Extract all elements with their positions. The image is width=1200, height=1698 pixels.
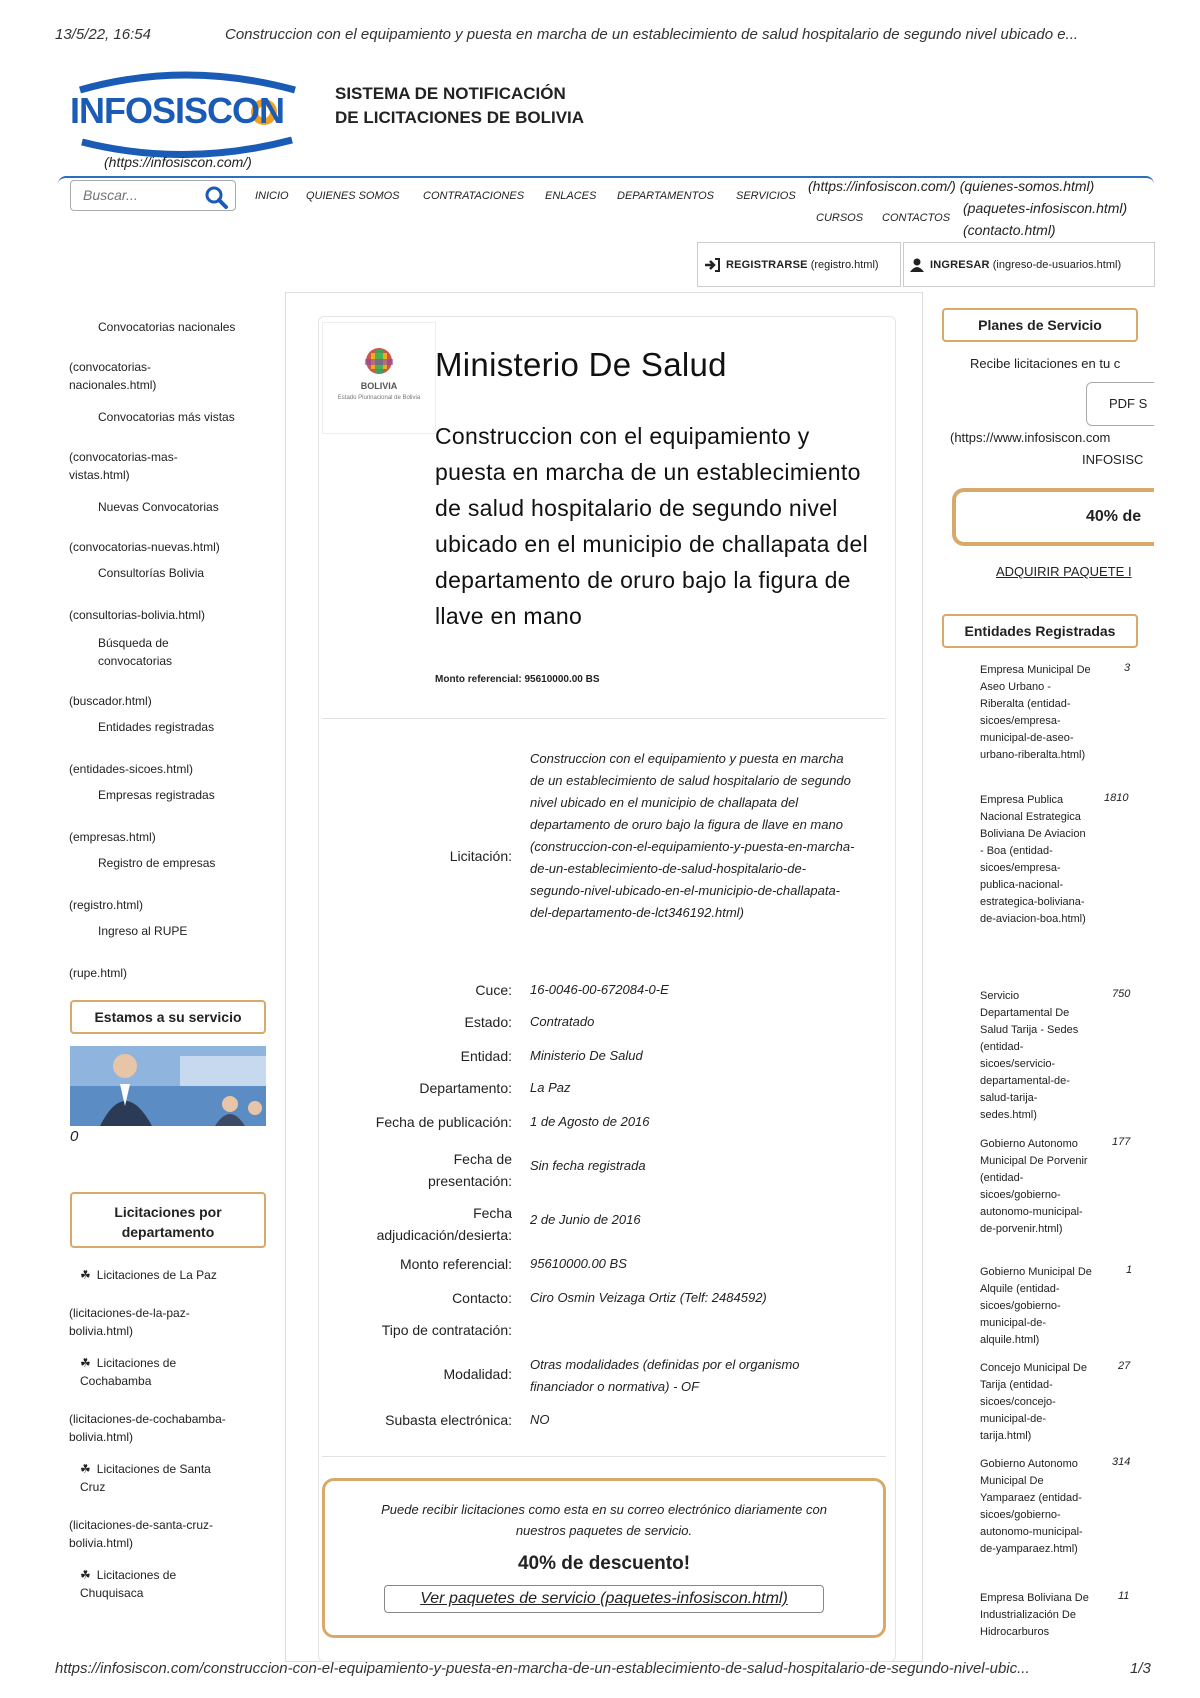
left-url[interactable]: (registro.html) xyxy=(69,898,144,912)
left-link-entidades[interactable]: Entidades registradas xyxy=(98,720,215,734)
entity-logo-sub: Estado Plurinacional de Bolivia xyxy=(337,395,421,401)
detail-value: 16-0046-00-672084-0-E xyxy=(530,982,669,997)
left-url[interactable]: (buscador.html) xyxy=(69,694,152,708)
left-url[interactable]: (licitaciones-de-santa-cruz-bolivia.html) xyxy=(69,1518,214,1550)
entidad-link[interactable]: Gobierno Autonomo Municipal De Yamparaez (entidad-sicoes/gobierno-autonomo-municipal-de-yamparaez.html) xyxy=(980,1458,1083,1555)
planes-title: Planes de Servicio xyxy=(942,308,1138,342)
detail-label: Tipo de contratación: xyxy=(381,1322,512,1338)
left-link-busqueda[interactable]: Búsqueda de convocatorias xyxy=(98,636,173,668)
nav-url-3[interactable]: (contacto.html) xyxy=(963,222,1056,238)
entidad-count: 27 xyxy=(1118,1360,1131,1372)
nav-contactos[interactable]: CONTACTOS xyxy=(882,212,951,224)
entidad-count: 177 xyxy=(1112,1136,1131,1148)
depto-link-cochabamba[interactable] xyxy=(80,1354,230,1390)
entidad-count: 3 xyxy=(1124,662,1131,674)
left-url[interactable]: (convocatorias-nuevas.html) xyxy=(69,540,220,554)
sign-in-icon xyxy=(704,258,720,272)
pdf-url[interactable]: (https://www.infosiscon.com xyxy=(950,430,1111,445)
entity-logo-text: BOLIVIA xyxy=(360,381,398,391)
detail-licitacion-link[interactable]: Construccion con el equipamiento y puesta en marcha de un establecimiento de salud hospitalario de segundo nivel ubicado en el municipio de challapata del departamento de oruro bajo la figura de llave en mano (construccion-con-el-equipamiento-y-puesta-en-marcha-de-un-establecimiento-de-salud-hospitalario-de-segundo-nivel-ubicado-en-el-municipio-de-challapata-del-departamento-de-lct346192.html) xyxy=(530,751,855,920)
depto-label: Licitaciones de Cochabamba xyxy=(80,1356,177,1388)
entidad-link[interactable]: Empresa Publica Nacional Estrategica Boliviana De Aviacion - Boa (entidad-sicoes/empresa-publica-nacional-estrategica-boliviana-de-aviacion-boa.html) xyxy=(980,794,1086,925)
servicio-image xyxy=(70,1046,266,1126)
depto-title: Licitaciones por departamento xyxy=(70,1192,266,1248)
promo-text: Puede recibir licitaciones como esta en su correo electrónico diariamente con nuestros paquetes de servicio. xyxy=(381,1502,827,1538)
left-url[interactable]: (licitaciones-de-la-paz-bolivia.html) xyxy=(69,1306,190,1338)
entidades-title: Entidades Registradas xyxy=(942,614,1138,648)
promo-box xyxy=(322,1478,886,1638)
nav-contrataciones[interactable]: CONTRATACIONES xyxy=(423,190,525,202)
site-logo[interactable] xyxy=(60,68,310,158)
servicio-caption: 0 xyxy=(70,1128,79,1145)
left-link-empresas[interactable]: Empresas registradas xyxy=(98,788,215,802)
nav-departamentos[interactable]: DEPARTAMENTOS xyxy=(617,190,714,202)
entidad-link[interactable]: Gobierno Municipal De Alquile (entidad-sicoes/gobierno-municipal-de-alquile.html) xyxy=(980,1266,1092,1346)
site-title-line2: DE LICITACIONES DE BOLIVIA xyxy=(335,108,585,127)
detail-value: 2 de Junio de 2016 xyxy=(530,1212,641,1227)
detail-label: Departamento: xyxy=(419,1080,512,1096)
entidad-count: 11 xyxy=(1118,1590,1130,1602)
detail-label: Fecha de presentación: xyxy=(427,1151,512,1189)
left-link-convocatorias-mas-vistas[interactable]: Convocatorias más vistas xyxy=(98,410,235,424)
pin-icon: ☘ xyxy=(80,1568,91,1582)
search-box xyxy=(70,180,236,211)
left-link-consultorias[interactable]: Consultorías Bolivia xyxy=(98,566,205,580)
entidad-count: 1810 xyxy=(1104,792,1129,804)
logo-url[interactable]: (https://infosiscon.com/) xyxy=(104,154,252,170)
login-button[interactable] xyxy=(903,242,1155,287)
detail-label: Licitación: xyxy=(449,848,512,864)
detail-value: Ciro Osmin Veizaga Ortiz (Telf: 2484592) xyxy=(530,1290,767,1305)
pin-icon: ☘ xyxy=(80,1356,91,1370)
print-datetime: 13/5/22, 16:54 xyxy=(55,26,151,43)
detail-value: 95610000.00 BS xyxy=(530,1256,627,1271)
entidad-link[interactable]: Empresa Boliviana De Industrialización De Hidrocarburos xyxy=(980,1592,1089,1638)
nav-url-2[interactable]: (paquetes-infosiscon.html) xyxy=(963,200,1128,216)
register-label: REGISTRARSE xyxy=(726,258,808,271)
entidad-count: 314 xyxy=(1112,1456,1131,1468)
entidad-link[interactable]: Concejo Municipal De Tarija (entidad-sicoes/concejo-municipal-de-tarija.html) xyxy=(980,1362,1087,1442)
detail-label: Contacto: xyxy=(452,1290,512,1306)
planes-text: Recibe licitaciones en tu c xyxy=(970,356,1121,371)
nav-inicio[interactable]: INICIO xyxy=(255,190,289,202)
print-title: Construccion con el equipamiento y puesta en marcha de un establecimiento de salud hospitalario de segundo nivel ubicado e... xyxy=(225,26,1079,43)
register-url: (registro.html) xyxy=(810,258,879,271)
detail-value: Contratado xyxy=(530,1014,595,1029)
detail-value: Ministerio De Salud xyxy=(530,1048,643,1063)
divider xyxy=(322,718,886,719)
user-icon xyxy=(910,258,924,272)
pdf-url-2[interactable]: INFOSISC xyxy=(1082,452,1144,467)
left-url[interactable]: (rupe.html) xyxy=(69,966,128,980)
left-url[interactable]: (entidades-sicoes.html) xyxy=(69,762,194,776)
pin-icon: ☘ xyxy=(80,1462,91,1476)
left-link-rupe[interactable]: Ingreso al RUPE xyxy=(98,924,188,938)
detail-label: Monto referencial: xyxy=(399,1256,512,1272)
detail-label: Fecha adjudicación/desierta: xyxy=(376,1205,512,1243)
licitacion-title: Construccion con el equipamiento y puesta en marcha de un establecimiento de salud hospitalario de segundo nivel ubicado en el municipio de challapata del departamento de oruro bajo la figura de llave en mano xyxy=(435,423,868,629)
adquirir-link[interactable]: ADQUIRIR PAQUETE I xyxy=(996,564,1132,579)
left-link-nuevas-convocatorias[interactable]: Nuevas Convocatorias xyxy=(98,500,219,514)
promo-discount: 40% de descuento! xyxy=(517,1553,691,1574)
depto-label: Licitaciones de La Paz xyxy=(96,1268,217,1282)
search-input[interactable] xyxy=(71,181,191,209)
business-person-image-icon xyxy=(70,1046,266,1126)
bolivia-emblem-icon xyxy=(323,323,435,433)
detail-label: Entidad: xyxy=(460,1048,512,1064)
depto-link-chuquisaca[interactable] xyxy=(80,1566,230,1602)
nav-servicios[interactable]: SERVICIOS xyxy=(736,190,796,202)
servicio-title: Estamos a su servicio xyxy=(70,1000,266,1034)
nav-url-1[interactable]: (https://infosiscon.com/) (quienes-somos.html) xyxy=(808,178,1095,194)
depto-label: Licitaciones de Chuquisaca xyxy=(80,1568,177,1600)
login-url: (ingreso-de-usuarios.html) xyxy=(992,258,1122,271)
entidad-link[interactable]: Empresa Municipal De Aseo Urbano - Riberalta (entidad-sicoes/empresa-municipal-de-aseo-urbano-riberalta.html) xyxy=(980,664,1091,761)
ver-paquetes-button[interactable]: Ver paquetes de servicio (paquetes-infosiscon.html) xyxy=(384,1585,824,1613)
entidad-link[interactable]: Gobierno Autonomo Municipal De Porvenir (entidad-sicoes/gobierno-autonomo-municipal-de-porvenir.html) xyxy=(980,1138,1088,1235)
site-title xyxy=(335,82,584,130)
left-url[interactable]: (consultorias-bolivia.html) xyxy=(69,608,206,622)
nav-enlaces[interactable]: ENLACES xyxy=(545,190,597,202)
search-icon[interactable] xyxy=(203,184,229,210)
depto-link-la-paz[interactable] xyxy=(80,1268,217,1282)
left-url[interactable]: (convocatorias-nacionales.html) xyxy=(69,360,157,392)
depto-link-santa-cruz[interactable] xyxy=(80,1460,230,1496)
left-link-registro[interactable]: Registro de empresas xyxy=(98,856,216,870)
login-label: INGRESAR xyxy=(930,258,990,271)
left-link-convocatorias-nacionales[interactable]: Convocatorias nacionales xyxy=(98,320,236,334)
detail-value: Otras modalidades (definidas por el organismo financiador o normativa) - OF xyxy=(530,1357,800,1394)
logo-text: INFOSISCON xyxy=(70,90,285,131)
pdf-button[interactable]: PDF S xyxy=(1086,382,1154,426)
detail-label: Cuce: xyxy=(475,982,512,998)
divider xyxy=(322,1456,886,1457)
detail-value: NO xyxy=(530,1412,550,1427)
left-url[interactable]: (empresas.html) xyxy=(69,830,156,844)
detail-value: La Paz xyxy=(530,1080,571,1095)
entidad-count: 750 xyxy=(1112,988,1131,1000)
detail-label: Modalidad: xyxy=(443,1366,512,1382)
nav-quienes-somos[interactable]: QUIENES SOMOS xyxy=(306,190,400,202)
entity-logo xyxy=(322,322,436,434)
detail-value: Sin fecha registrada xyxy=(530,1158,646,1173)
depto-label: Licitaciones de Santa Cruz xyxy=(80,1462,211,1494)
pin-icon: ☘ xyxy=(80,1268,91,1282)
site-title-line1: SISTEMA DE NOTIFICACIÓN xyxy=(335,84,566,103)
print-footer-url: https://infosiscon.com/construccion-con-el-equipamiento-y-puesta-en-marcha-de-un-establecimiento-de-salud-hospitalario-de-segundo-nivel-ubic... xyxy=(55,1660,1030,1677)
detail-value: 1 de Agosto de 2016 xyxy=(530,1114,650,1129)
detail-label: Estado: xyxy=(464,1014,512,1030)
left-url[interactable]: (convocatorias-mas-vistas.html) xyxy=(69,450,178,482)
print-footer-page: 1/3 xyxy=(1130,1660,1151,1677)
detail-label: Fecha de publicación: xyxy=(375,1114,512,1130)
monto-referencial-line: Monto referencial: 95610000.00 BS xyxy=(435,674,600,685)
entity-name: Ministerio De Salud xyxy=(435,346,727,383)
register-button[interactable] xyxy=(697,242,901,287)
nav-cursos[interactable]: CURSOS xyxy=(816,212,864,224)
discount-box: 40% de xyxy=(952,488,1154,546)
detail-label: Subasta electrónica: xyxy=(385,1412,512,1428)
left-url[interactable]: (licitaciones-de-cochabamba-bolivia.html) xyxy=(69,1412,226,1444)
entidad-link[interactable]: Servicio Departamental De Salud Tarija - Sedes (entidad-sicoes/servicio-departamental-de-salud-tarija-sedes.html) xyxy=(980,990,1079,1121)
entidad-count: 1 xyxy=(1126,1264,1133,1276)
